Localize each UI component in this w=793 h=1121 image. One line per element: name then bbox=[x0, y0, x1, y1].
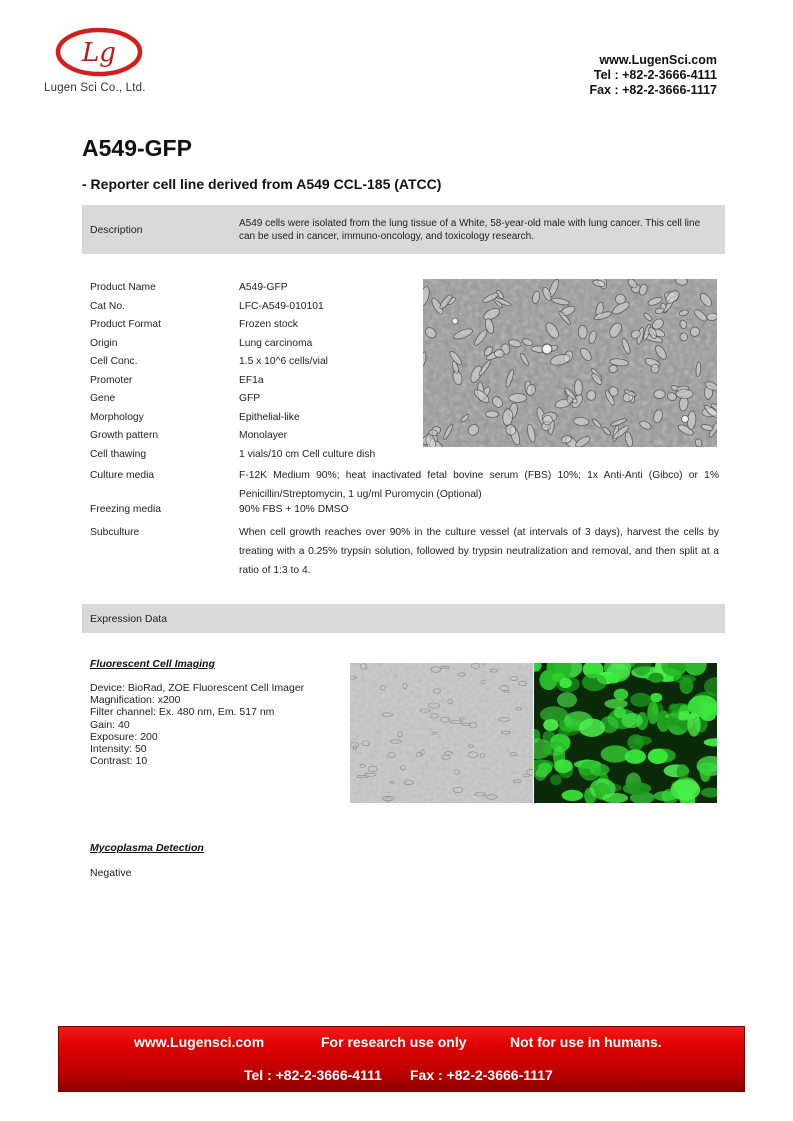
info-value: 90% FBS + 10% DMSO bbox=[239, 504, 349, 515]
info-key: Promoter bbox=[90, 374, 133, 386]
info-row bbox=[82, 504, 725, 523]
expression-label: Expression Data bbox=[90, 613, 168, 625]
mycoplasma-result: Negative bbox=[90, 867, 132, 879]
product-title: A549-GFP bbox=[82, 135, 192, 161]
company-logo bbox=[44, 26, 154, 98]
description-bar bbox=[82, 205, 725, 254]
logo-letters: Lg bbox=[82, 38, 116, 68]
info-key: Cell Conc. bbox=[90, 356, 138, 367]
imaging-param: Device: BioRad, ZOE Fluorescent Cell Imager bbox=[90, 682, 305, 694]
description-label: Description bbox=[90, 224, 143, 236]
cell-micrograph bbox=[423, 279, 717, 447]
imaging-param: Intensity: 50 bbox=[90, 743, 147, 756]
header-tel: Tel : +82-2-3666-4111 bbox=[593, 68, 717, 82]
header-fax: Fax : +82-2-3666-1117 bbox=[589, 83, 717, 97]
imaging-param: Filter channel: Ex. 480 nm, Em. 517 nm bbox=[90, 706, 275, 719]
footer-tel: Tel : +82-2-3666-4111 bbox=[244, 1067, 382, 1083]
footer-banner bbox=[58, 1026, 745, 1092]
info-key: Freezing media bbox=[90, 504, 161, 515]
company-name: Lugen Sci Co., Ltd. bbox=[44, 82, 146, 94]
header-contact bbox=[589, 53, 717, 98]
imaging-param: Magnification: x200 bbox=[90, 694, 181, 707]
info-value: 1 vials/10 cm Cell culture dish bbox=[239, 448, 376, 460]
info-value: Frozen stock bbox=[239, 319, 298, 330]
info-row bbox=[82, 449, 725, 468]
info-value: LFC-A549-010101 bbox=[239, 300, 324, 312]
info-value: EF1a bbox=[239, 374, 264, 386]
brightfield-image bbox=[350, 663, 533, 803]
footer-research-notice: For research use only bbox=[321, 1034, 467, 1050]
info-value: Epithelial-like bbox=[239, 411, 300, 423]
info-row bbox=[82, 467, 725, 504]
info-key: Subculture bbox=[90, 526, 140, 538]
info-value: GFP bbox=[239, 393, 261, 404]
info-key: Growth pattern bbox=[90, 430, 159, 441]
mycoplasma-title: Mycoplasma Detection bbox=[90, 842, 204, 854]
info-value: Lung carcinoma bbox=[239, 337, 313, 349]
lugen-logo-icon bbox=[54, 26, 144, 82]
footer-fax: Fax : +82-2-3666-1117 bbox=[410, 1067, 553, 1083]
info-value: 1.5 x 10^6 cells/vial bbox=[239, 356, 328, 367]
header-website[interactable]: www.LugenSci.com bbox=[599, 53, 717, 67]
footer-website[interactable]: www.Lugensci.com bbox=[134, 1034, 265, 1050]
info-value: Monolayer bbox=[239, 430, 288, 441]
info-value: A549-GFP bbox=[239, 282, 288, 293]
info-key: Cat No. bbox=[90, 300, 125, 312]
info-row bbox=[82, 523, 725, 581]
imaging-title: Fluorescent Cell Imaging bbox=[90, 658, 215, 670]
info-key: Culture media bbox=[90, 470, 155, 481]
expression-bar bbox=[82, 604, 725, 633]
info-key: Origin bbox=[90, 337, 118, 349]
gfp-fluorescence-image bbox=[534, 663, 717, 803]
info-key: Gene bbox=[90, 393, 116, 404]
info-key: Cell thawing bbox=[90, 448, 147, 460]
info-key: Product Format bbox=[90, 319, 161, 330]
info-value: F-12K Medium 90%; heat inactivated fetal bovine serum (FBS) 10%; 1x Anti-Anti (Gibco) or 1% Penicillin/Streptomycin, 1 ug/ml Puromycin (Optional) bbox=[239, 470, 719, 500]
info-key: Morphology bbox=[90, 411, 144, 423]
imaging-param: Gain: 40 bbox=[90, 718, 130, 731]
product-subtitle: - Reporter cell line derived from A549 CCL-185 (ATCC) bbox=[82, 176, 442, 192]
imaging-param: Contrast: 10 bbox=[90, 755, 148, 768]
imaging-params bbox=[90, 682, 304, 767]
imaging-param: Exposure: 200 bbox=[90, 730, 158, 743]
info-key: Product Name bbox=[90, 282, 156, 293]
description-text: A549 cells were isolated from the lung tissue of a White, 58-year-old male with lung cancer. This cell line can be used in cancer, immuno-oncology, and toxicology research. bbox=[239, 218, 701, 242]
info-value: When cell growth reaches over 90% in the culture vessel (at intervals of 3 days), harvest the cells by treating with a 0.25% trypsin solution, followed by trypsin neutralization and removal, and then split at a ratio of 1:3 to 4. bbox=[239, 526, 719, 577]
footer-human-notice: Not for use in humans. bbox=[510, 1034, 662, 1050]
